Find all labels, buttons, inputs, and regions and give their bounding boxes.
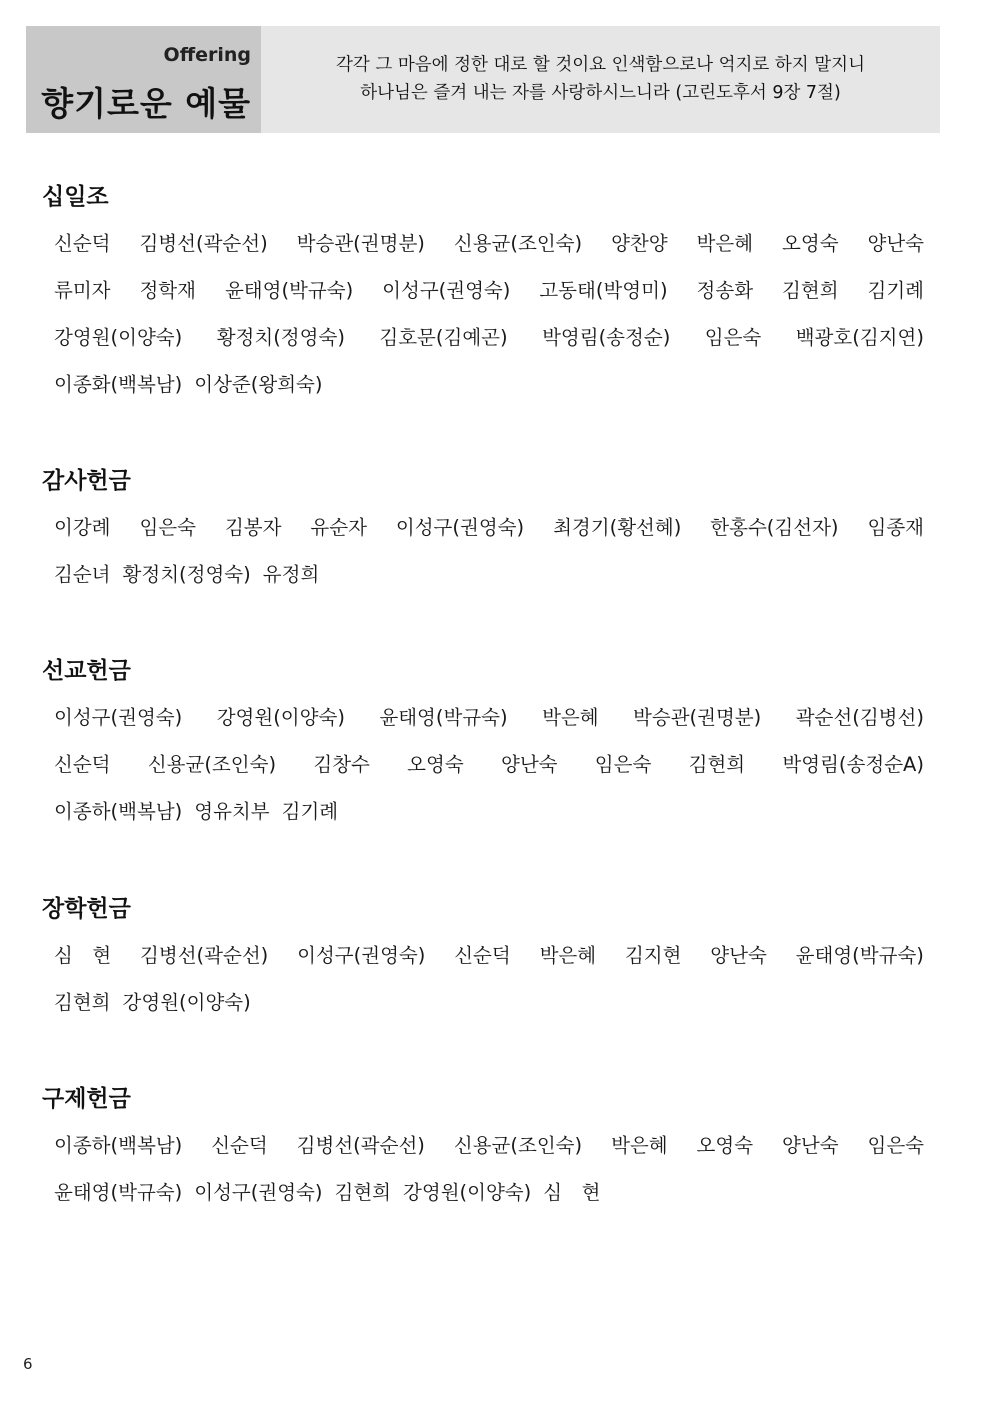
donor-name: 최경기(황선혜) xyxy=(553,516,682,539)
donor-name: 김기례 xyxy=(281,800,339,823)
donor-line xyxy=(54,794,924,829)
offering-section xyxy=(42,180,942,402)
donor-name: 정송화 xyxy=(696,279,754,302)
donor-name: 박은혜 xyxy=(542,706,599,729)
section-title: 구제헌금 xyxy=(42,1086,131,1112)
donor-name: 박승관(권명분) xyxy=(633,706,762,729)
donor-line xyxy=(54,273,924,308)
donor-name: 류미자 xyxy=(54,279,111,302)
donor-name: 백광호(김지연) xyxy=(795,326,924,349)
section-title: 선교헌금 xyxy=(42,658,131,684)
donor-name: 임은숙 xyxy=(704,326,762,349)
donor-name: 김창수 xyxy=(313,753,370,776)
donor-name: 강영원(이양숙) xyxy=(216,706,345,729)
donor-name: 신순덕 xyxy=(211,1134,268,1157)
donor-name: 박은혜 xyxy=(611,1134,668,1157)
donor-name: 곽순선(김병선) xyxy=(795,706,924,729)
donor-line xyxy=(54,747,924,782)
donor-name: 이종하(백복남) xyxy=(54,800,183,823)
donor-line xyxy=(54,320,924,355)
donor-name: 고동태(박영미) xyxy=(539,279,668,302)
donor-name: 임은숙 xyxy=(139,516,196,539)
donor-name: 양난숙 xyxy=(710,944,767,967)
donor-name: 이성구(권영숙) xyxy=(297,944,426,967)
page-number: 6 xyxy=(23,1355,33,1373)
donor-name: 이성구(권영숙) xyxy=(382,279,511,302)
donor-name: 신용균(조인숙) xyxy=(453,232,583,255)
donor-name: 임종재 xyxy=(867,516,924,539)
donor-name: 박영림(송정순A) xyxy=(782,753,924,776)
donor-name: 이성구(권영숙) xyxy=(395,516,525,539)
donor-name: 김병선(곽순선) xyxy=(140,944,269,967)
donor-name: 양난숙 xyxy=(500,753,558,776)
donor-line xyxy=(54,985,924,1020)
donor-name: 김기례 xyxy=(867,279,924,302)
donor-name: 박은혜 xyxy=(539,944,597,967)
donor-name: 유순자 xyxy=(310,516,367,539)
donor-name: 이상준(왕희숙) xyxy=(194,373,323,396)
korean-title: 향기로운 예물 xyxy=(41,84,251,123)
donor-name: 오영숙 xyxy=(407,753,464,776)
donor-line xyxy=(54,226,924,261)
donor-name: 이종화(백복남) xyxy=(54,373,183,396)
offering-header xyxy=(26,26,940,133)
donor-name: 김병선(곽순선) xyxy=(139,232,268,255)
donor-name: 이성구(권영숙) xyxy=(54,706,183,729)
donor-name: 윤태영(박규숙) xyxy=(379,706,508,729)
donor-name: 신순덕 xyxy=(454,944,511,967)
donor-name: 박승관(권명분) xyxy=(296,232,425,255)
donor-name: 김순녀 xyxy=(54,563,111,586)
donor-name: 강영원(이양숙) xyxy=(122,991,251,1014)
donor-name: 유정희 xyxy=(262,563,320,586)
donor-name: 정학재 xyxy=(139,279,196,302)
donor-line xyxy=(54,510,924,545)
donor-name: 김현희 xyxy=(334,1181,392,1204)
donor-name: 신순덕 xyxy=(54,232,111,255)
donor-name: 양찬양 xyxy=(611,232,668,255)
bible-verse xyxy=(261,26,940,133)
donor-name: 윤태영(박규숙) xyxy=(795,944,924,967)
donor-name: 신순덕 xyxy=(54,753,111,776)
donor-name: 이성구(권영숙) xyxy=(194,1181,323,1204)
donor-name: 심 현 xyxy=(54,944,112,967)
donor-line xyxy=(54,1128,924,1163)
donor-name: 김호문(김예곤) xyxy=(379,326,508,349)
donor-name: 양난숙 xyxy=(867,232,924,255)
donor-line xyxy=(54,557,924,592)
donor-name: 신용균(조인숙) xyxy=(147,753,277,776)
english-title: Offering xyxy=(163,44,251,66)
donor-name: 신용균(조인숙) xyxy=(453,1134,583,1157)
donor-line xyxy=(54,700,924,735)
donor-line xyxy=(54,367,924,402)
donor-name: 김현희 xyxy=(782,279,839,302)
donor-name: 김지현 xyxy=(624,944,682,967)
offering-section xyxy=(42,654,942,829)
donor-name: 황정치(정영숙) xyxy=(216,326,345,349)
donor-name: 강영원(이양숙) xyxy=(403,1181,532,1204)
section-title: 감사헌금 xyxy=(42,468,131,494)
donor-name: 윤태영(박규숙) xyxy=(54,1181,183,1204)
donor-name: 박영림(송정순) xyxy=(542,326,671,349)
donor-name: 한홍수(김선자) xyxy=(710,516,839,539)
donor-name: 박은혜 xyxy=(696,232,754,255)
section-title: 장학헌금 xyxy=(42,896,131,922)
donor-name: 윤태영(박규숙) xyxy=(224,279,354,302)
section-title: 십일조 xyxy=(42,184,109,210)
donor-line xyxy=(54,938,924,973)
donor-name: 심 현 xyxy=(543,1181,601,1204)
donor-name: 강영원(이양숙) xyxy=(54,326,183,349)
donor-name: 김현희 xyxy=(688,753,746,776)
offering-section xyxy=(42,464,942,592)
donor-name: 이강례 xyxy=(54,516,111,539)
header-title-block xyxy=(26,26,261,133)
donor-name: 황정치(정영숙) xyxy=(122,563,251,586)
donor-name: 김병선(곽순선) xyxy=(296,1134,425,1157)
donor-name: 오영숙 xyxy=(782,232,839,255)
donor-name: 김봉자 xyxy=(224,516,282,539)
donor-name: 오영숙 xyxy=(696,1134,754,1157)
donor-name: 김현희 xyxy=(54,991,111,1014)
offering-section xyxy=(42,1082,942,1210)
donor-name: 임은숙 xyxy=(867,1134,924,1157)
donor-name: 이종하(백복남) xyxy=(54,1134,183,1157)
offering-section xyxy=(42,892,942,1020)
donor-line xyxy=(54,1175,924,1210)
donor-name: 임은숙 xyxy=(594,753,652,776)
verse-line: 각각 그 마음에 정한 대로 할 것이요 인색함으로나 억지로 하지 말지니 xyxy=(336,54,865,75)
verse-line: 하나님은 즐겨 내는 자를 사랑하시느니라 (고린도후서 9장 7절) xyxy=(360,82,841,103)
donor-name: 양난숙 xyxy=(782,1134,839,1157)
donor-name: 영유치부 xyxy=(194,800,270,823)
